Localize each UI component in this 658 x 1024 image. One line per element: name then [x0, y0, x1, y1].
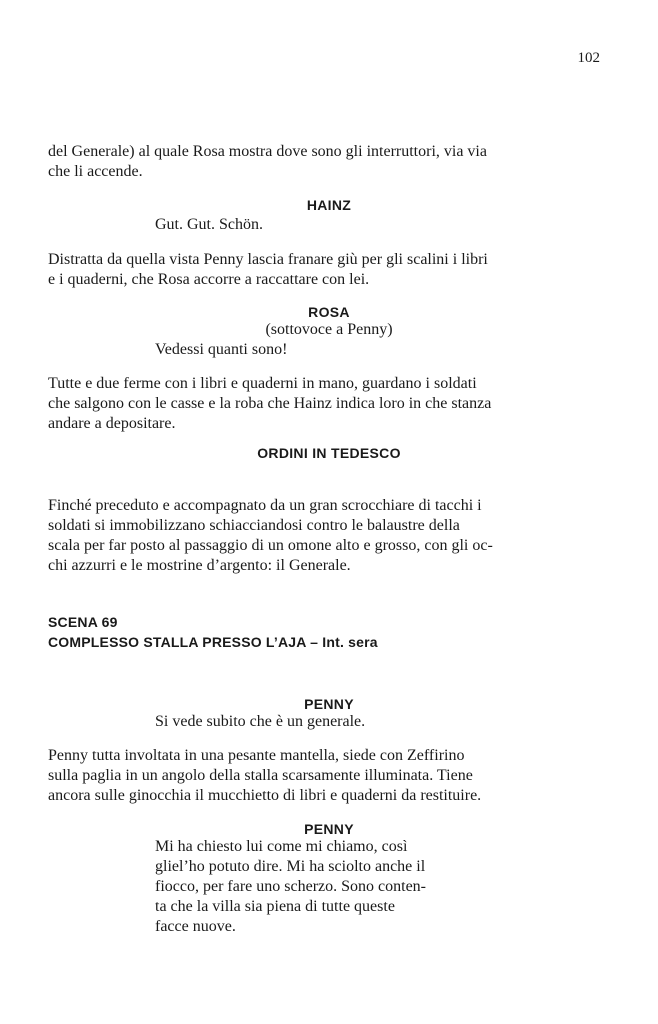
text-line: ta che la villa sia piena di tutte queste: [155, 898, 395, 915]
dialogue-penny: Si vede subito che è un generale.: [155, 713, 366, 730]
action-paragraph-1: [48, 142, 604, 182]
text-line: Mi ha chiesto lui come mi chiamo, così: [155, 838, 408, 855]
text-line: Distratta da quella vista Penny lascia franare giù per gli scalini i libri: [48, 251, 488, 268]
text-line: ancora sulle ginocchia il mucchietto di libri e quaderni da restituire.: [48, 787, 482, 804]
speaker-penny: PENNY: [304, 821, 354, 837]
text-line: soldati si immobilizzano schiacciandosi contro le balaustre della: [48, 517, 460, 534]
text-line: fiocco, per fare uno scherzo. Sono conten-: [155, 878, 426, 895]
text-line: facce nuove.: [155, 918, 236, 935]
action-paragraph-5: [48, 746, 604, 806]
page-number: 102: [577, 50, 600, 66]
text-line: sulla paglia in un angolo della stalla scarsamente illuminata. Tiene: [48, 767, 473, 784]
parenthetical-rosa: (sottovoce a Penny): [265, 321, 393, 338]
text-line: chi azzurri e le mostrine d’argento: il Generale.: [48, 557, 351, 574]
dialogue-hainz: Gut. Gut. Schön.: [155, 216, 263, 233]
text-line: Tutte e due ferme con i libri e quaderni in mano, guardano i soldati: [48, 375, 477, 392]
dialogue-rosa: Vedessi quanti sono!: [155, 341, 288, 358]
speaker-rosa: ROSA: [308, 304, 350, 320]
text-line: del Generale) al quale Rosa mostra dove sono gli interruttori, via via: [48, 143, 487, 160]
text-line: che li accende.: [48, 163, 143, 180]
action-paragraph-3: [48, 374, 604, 434]
action-paragraph-2: [48, 250, 604, 290]
ordini-in-tedesco-heading: ORDINI IN TEDESCO: [257, 445, 401, 461]
dialogue-penny-block: [155, 837, 495, 937]
action-paragraph-4: [48, 496, 604, 576]
scene-heading: COMPLESSO STALLA PRESSO L’AJA – Int. sera: [48, 634, 378, 650]
scene-number: SCENA 69: [48, 614, 118, 630]
scene-header: [48, 612, 378, 652]
text-line: Finché preceduto e accompagnato da un gran scrocchiare di tacchi i: [48, 497, 482, 514]
text-line: scala per far posto al passaggio di un omone alto e grosso, con gli oc-: [48, 537, 493, 554]
text-line: e i quaderni, che Rosa accorre a raccattare con lei.: [48, 271, 370, 288]
text-line: Penny tutta involtata in una pesante mantella, siede con Zeffirino: [48, 747, 465, 764]
speaker-hainz: HAINZ: [306, 197, 352, 213]
text-line: gliel’ho potuto dire. Mi ha sciolto anche il: [155, 858, 426, 875]
text-line: che salgono con le casse e la roba che Hainz indica loro in che stanza: [48, 395, 492, 412]
speaker-penny: PENNY: [304, 696, 354, 712]
text-line: andare a depositare.: [48, 415, 176, 432]
